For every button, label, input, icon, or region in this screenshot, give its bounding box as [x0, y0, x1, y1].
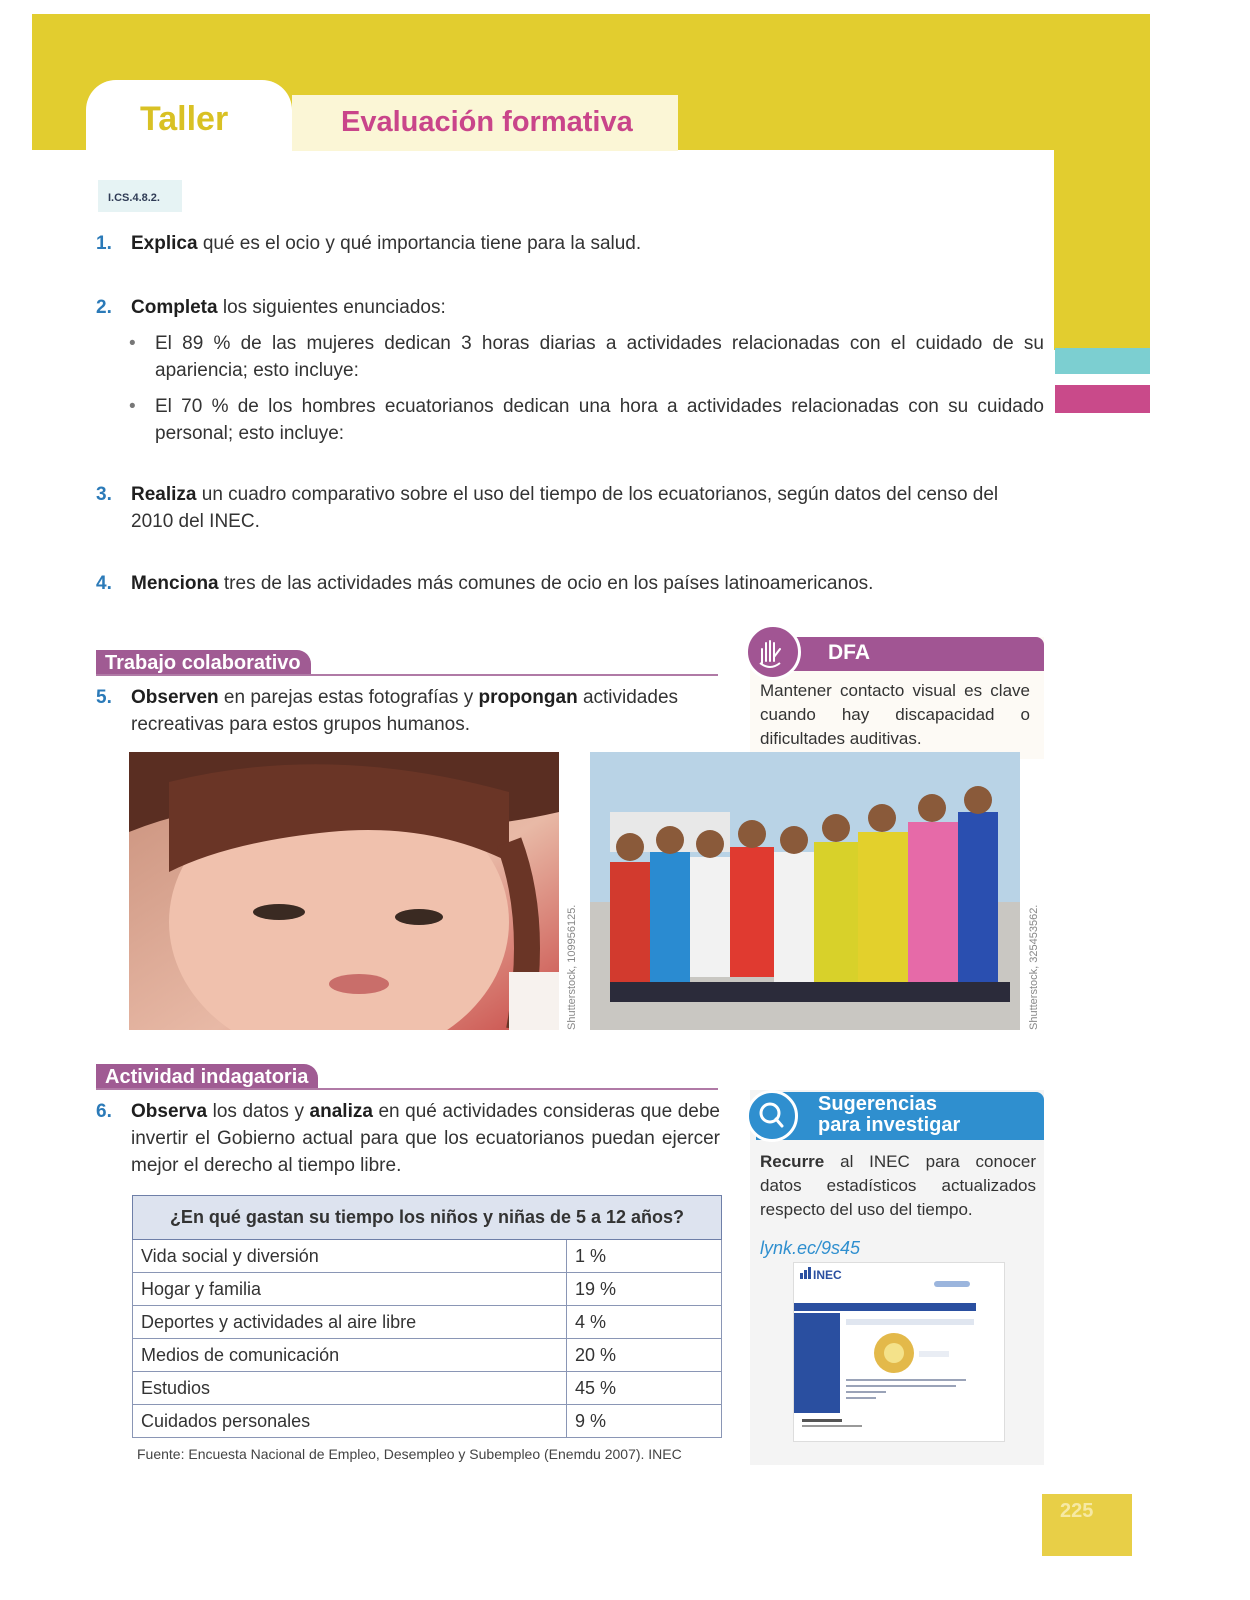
table-cell-label: Cuidados personales	[133, 1405, 567, 1438]
question-text: qué es el ocio y qué importancia tiene para la salud.	[197, 233, 642, 254]
question-verb: Explica	[131, 233, 198, 254]
photo-group	[590, 752, 1020, 1030]
inec-logo: INEC	[813, 1268, 842, 1282]
question-4	[96, 570, 1046, 597]
table-cell-value: 1 %	[567, 1240, 722, 1273]
dfa-text: Mantener contacto visual es clave cuando hay discapacidad o dificultades auditivas.	[760, 681, 1030, 748]
question-number: 3.	[96, 484, 112, 505]
question-verb: analiza	[309, 1101, 373, 1122]
sugerencias-title-line2: para investigar	[818, 1114, 961, 1136]
question-3	[96, 481, 1026, 535]
photo-girl	[129, 752, 559, 1030]
question-text: un cuadro comparativo sobre el uso del tiempo de los ecuatorianos, según datos del censo del 2010 del INEC.	[131, 484, 999, 532]
sugerencias-text	[760, 1150, 1036, 1222]
bullet-item	[129, 393, 1044, 447]
indicator-code: I.CS.4.8.2.	[98, 180, 182, 212]
table-header-row	[133, 1196, 722, 1240]
question-verb: propongan	[478, 687, 578, 708]
question-6	[96, 1098, 720, 1179]
section-trabajo-colaborativo: Trabajo colaborativo	[96, 650, 311, 676]
table-row	[133, 1240, 722, 1273]
side-band	[1052, 150, 1150, 350]
question-text: los siguientes enunciados:	[217, 297, 446, 318]
question-number: 4.	[96, 573, 112, 594]
table-cell-value: 20 %	[567, 1339, 722, 1372]
table-row	[133, 1405, 722, 1438]
time-usage-table	[132, 1195, 722, 1438]
taller-title: Taller	[140, 100, 229, 138]
table-title: ¿En qué gastan su tiempo los niños y niñas de 5 a 12 años?	[133, 1196, 722, 1240]
table-source: Fuente: Encuesta Nacional de Empleo, Desempleo y Subempleo (Enemdu 2007). INEC	[137, 1446, 682, 1462]
sugerencias-verb: Recurre	[760, 1152, 825, 1171]
sugerencias-title	[818, 1094, 960, 1136]
table-row	[133, 1339, 722, 1372]
inec-screenshot	[793, 1262, 1005, 1442]
bullet-dot: •	[129, 333, 136, 354]
sugerencias-title-line1: Sugerencias	[818, 1093, 937, 1115]
question-verb: Menciona	[131, 573, 219, 594]
question-number: 1.	[96, 233, 112, 254]
question-verb: Observen	[131, 687, 219, 708]
question-number: 5.	[96, 687, 112, 708]
question-number: 6.	[96, 1101, 112, 1122]
question-text: los datos y	[207, 1101, 310, 1122]
page-number: 225	[1060, 1500, 1094, 1522]
magnifier-icon	[746, 1090, 798, 1142]
question-1	[96, 230, 1046, 257]
teal-stripe	[1055, 348, 1150, 374]
question-text: en parejas estas fotografías y	[218, 687, 479, 708]
table-row	[133, 1306, 722, 1339]
table-cell-value: 45 %	[567, 1372, 722, 1405]
inec-link[interactable]: lynk.ec/9s45	[760, 1238, 861, 1258]
question-text: actividades recreativas para estos grupos humanos.	[131, 687, 679, 735]
table-cell-label: Vida social y diversión	[133, 1240, 567, 1273]
hands-icon	[745, 624, 801, 680]
bullet-text: El 70 % de los hombres ecuatorianos dedican una hora a actividades relacionadas con su cuidado personal; esto incluye:	[155, 396, 1044, 444]
section-divider	[96, 674, 718, 676]
table-cell-label: Hogar y familia	[133, 1273, 567, 1306]
bullet-text: El 89 % de las mujeres dedican 3 horas diarias a actividades relacionadas con el cuidado de su apariencia; esto incluye:	[155, 333, 1044, 381]
sugerencias-body: al INEC para conocer datos estadísticos actualizados respecto del uso del tiempo.	[760, 1152, 1036, 1219]
question-text: tres de las actividades más comunes de ocio en los países latinoamericanos.	[218, 573, 874, 594]
section-divider	[96, 1088, 718, 1090]
photo-credit: Shutterstock, 109956125.	[566, 904, 578, 1030]
question-verb: Realiza	[131, 484, 197, 505]
table-cell-value: 9 %	[567, 1405, 722, 1438]
bullet-dot: •	[129, 396, 136, 417]
question-verb: Completa	[131, 297, 218, 318]
question-text: en qué actividades consideras que debe invertir el Gobierno actual para que los ecuatorianos puedan ejercer mejor el derecho al tiempo libre.	[131, 1101, 720, 1176]
table-cell-value: 19 %	[567, 1273, 722, 1306]
table-row	[133, 1372, 722, 1405]
evaluacion-title: Evaluación formativa	[341, 106, 633, 138]
section-actividad-indagatoria: Actividad indagatoria	[96, 1064, 318, 1090]
dfa-title: DFA	[828, 641, 870, 664]
table-cell-label: Deportes y actividades al aire libre	[133, 1306, 567, 1339]
bullet-item	[129, 330, 1044, 384]
question-number: 2.	[96, 297, 112, 318]
photo-credit: Shutterstock, 325453562.	[1028, 904, 1040, 1030]
question-2	[96, 294, 1046, 321]
question-verb: Observa	[131, 1101, 208, 1122]
pink-stripe	[1055, 385, 1150, 413]
table-cell-value: 4 %	[567, 1306, 722, 1339]
table-cell-label: Medios de comunicación	[133, 1339, 567, 1372]
table-row	[133, 1273, 722, 1306]
table-cell-label: Estudios	[133, 1372, 567, 1405]
question-5	[96, 684, 726, 738]
